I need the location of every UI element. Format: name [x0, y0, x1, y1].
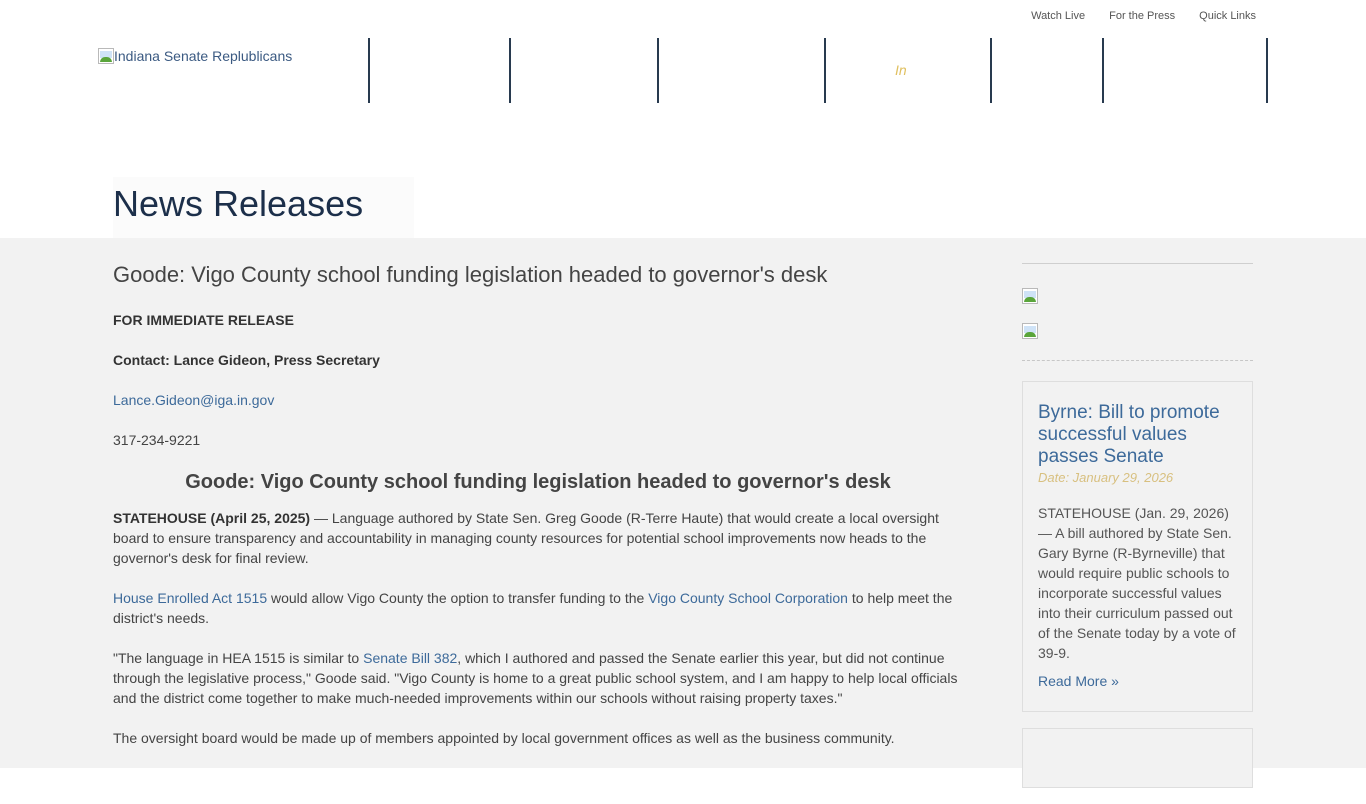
read-more-link[interactable]: Read More » — [1038, 673, 1119, 689]
contact-line: Contact: Lance Gideon, Press Secretary — [113, 352, 380, 368]
article-paragraph-1: STATEHOUSE (April 25, 2025) — Language authored by State Sen. Greg Goode (R-Terre Haute) that would create a local oversight board to ensure transparency and accountability in managing county resources for potential school improvements now heads to the governor's desk for final review. — [113, 510, 939, 566]
nav-item-6[interactable] — [1104, 38, 1266, 103]
article-title: Goode: Vigo County school funding legislation headed to governor's desk — [113, 262, 828, 287]
news-card-summary: STATEHOUSE (Jan. 29, 2026) — A bill authored by State Sen. Gary Byrne (R-Byrneville) that would require public schools to incorporate successful values into their curriculum passed out of the Senate today by a vote of 39-9. — [1038, 505, 1236, 661]
news-article — [113, 262, 963, 768]
nav-item-3[interactable] — [659, 38, 824, 103]
nav-item-5[interactable] — [992, 38, 1102, 103]
broken-image-icon — [1022, 323, 1038, 339]
sidebar — [1022, 263, 1253, 804]
sidebar-image-link-1[interactable] — [1022, 288, 1253, 309]
news-card — [1022, 728, 1253, 788]
news-card-title[interactable]: Byrne: Bill to promote successful values passes Senate — [1038, 402, 1220, 467]
sidebar-image-link-2[interactable] — [1022, 323, 1253, 344]
watch-live-link[interactable]: Watch Live — [1031, 10, 1086, 22]
news-card-date: Date: January 29, 2026 — [1038, 470, 1174, 485]
logo-alt-text: Indiana Senate Replublicans — [114, 48, 293, 64]
sidebar-divider — [1022, 263, 1253, 264]
quick-links-link[interactable]: Quick Links — [1199, 10, 1256, 22]
nav-item-1[interactable] — [370, 38, 509, 103]
utility-nav — [1031, 10, 1256, 22]
article-paragraph-2: House Enrolled Act 1515 would allow Vigo County the option to transfer funding to the Vigo County School Corporation to help meet the district's needs. — [113, 590, 953, 626]
hea-1515-link[interactable]: House Enrolled Act 1515 — [113, 590, 268, 606]
article-paragraph-3: "The language in HEA 1515 is similar to Senate Bill 382, which I authored and passed the Senate earlier this year, but did not continue through the legislative process," Goode said. "Vigo County is home to a great public school system, and I am happy to help local officials and the district come together to make much-needed improvements within our schools without raising property taxes." — [113, 650, 958, 706]
sidebar-dashed-divider — [1022, 360, 1253, 361]
dateline: STATEHOUSE (April 25, 2025) — [113, 510, 311, 526]
broken-image-icon — [1022, 288, 1038, 304]
nav-divider — [824, 38, 826, 103]
nav-divider — [1266, 38, 1268, 103]
article-paragraph-4: The oversight board would be made up of members appointed by local government offices as well as the business community. — [113, 730, 895, 746]
release-label: FOR IMMEDIATE RELEASE — [113, 312, 294, 328]
nav-item-2[interactable] — [511, 38, 657, 103]
page-title-box — [113, 177, 414, 238]
contact-phone: 317-234-9221 — [113, 432, 201, 448]
vigo-school-corp-link[interactable]: Vigo County School Corporation — [648, 590, 848, 606]
article-subtitle: Goode: Vigo County school funding legislation headed to governor's desk — [185, 471, 891, 493]
senate-bill-382-link[interactable]: Senate Bill 382 — [363, 650, 458, 666]
main-nav — [0, 38, 1366, 103]
content-area — [0, 238, 1366, 768]
page-title: News Releases — [113, 183, 364, 224]
news-card — [1022, 381, 1253, 712]
for-the-press-link[interactable]: For the Press — [1109, 10, 1176, 22]
contact-email-link[interactable]: Lance.Gideon@iga.in.gov — [113, 392, 275, 408]
nav-item-4[interactable]: In — [895, 62, 907, 78]
